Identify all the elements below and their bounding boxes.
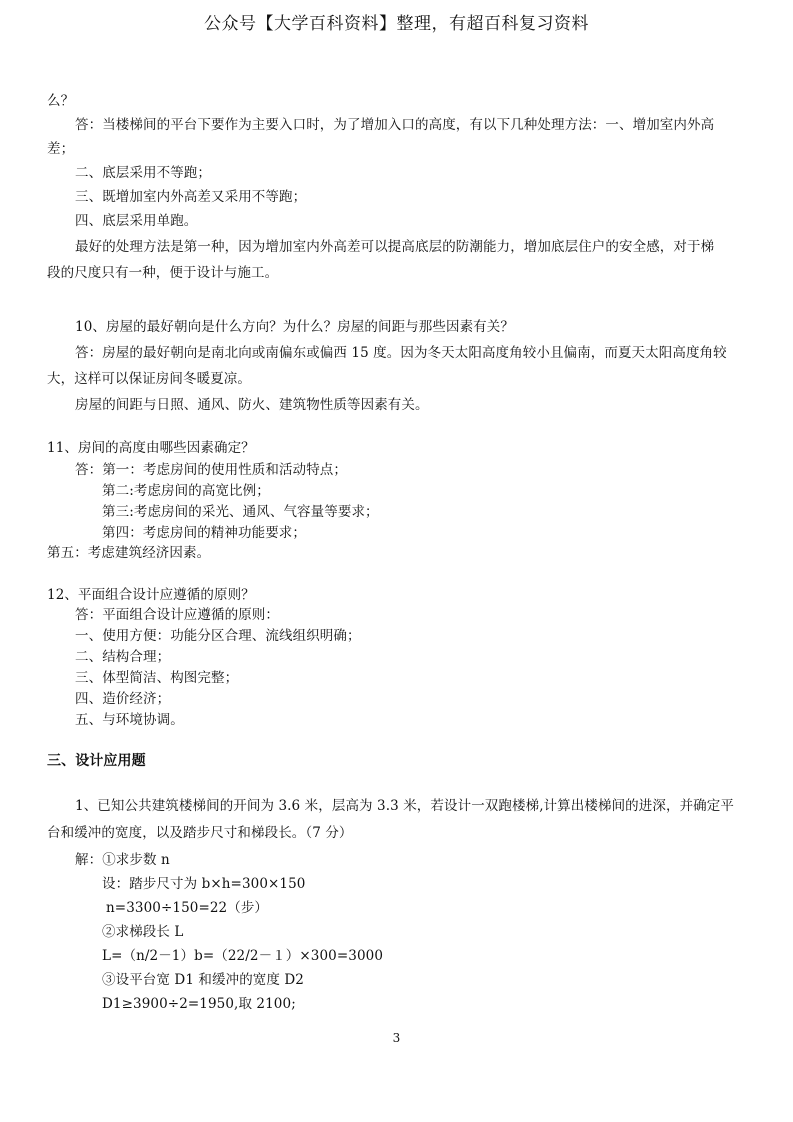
text-line: 最好的处理方法是第一种，因为增加室内外高差可以提高底层的防潮能力，增加底层住户的安全感，对于梯 bbox=[75, 239, 715, 255]
page-header: 公众号【大学百科资料】整理，有超百科复习资料 bbox=[204, 14, 589, 34]
text-line: 答：第一：考虑房间的使用性质和活动特点； bbox=[75, 462, 347, 478]
text-line: ③设平台宽 D1 和缓冲的宽度 D2 bbox=[102, 972, 304, 988]
text-line: 第五：考虑建筑经济因素。 bbox=[47, 545, 211, 561]
text-line: 设：踏步尺寸为 b×h=300×150 bbox=[102, 876, 306, 892]
question-10: 10、房屋的最好朝向是什么方向？为什么？房屋的间距与那些因素有关？ bbox=[75, 319, 514, 335]
text-line: L=（n/2－1）b=（22/2－１）×300=3000 bbox=[102, 948, 384, 964]
text-line: 三、体型简洁、构图完整； bbox=[75, 670, 239, 686]
text-line: 一、使用方便：功能分区合理、流线组织明确； bbox=[75, 628, 361, 644]
text-line: 差； bbox=[47, 141, 75, 157]
text-line: 三、既增加室内外高差又采用不等跑； bbox=[75, 189, 307, 205]
text-line: 第二:考虑房间的高宽比例； bbox=[102, 483, 270, 499]
text-line: 台和缓冲的宽度，以及踏步尺寸和梯段长。（7 分） bbox=[47, 825, 353, 841]
text-line: ②求梯段长 L bbox=[102, 924, 184, 940]
text-line: 答：平面组合设计应遵循的原则： bbox=[75, 607, 279, 623]
text-line: 房屋的间距与日照、通风、防火、建筑物性质等因素有关。 bbox=[75, 397, 429, 413]
question-12: 12、平面组合设计应遵循的原则？ bbox=[47, 587, 255, 603]
problem-1: 1、已知公共建筑楼梯间的开间为 3.6 米，层高为 3.3 米，若设计一双跑楼梯,计算出楼梯间的进深，并确定平 bbox=[75, 798, 734, 814]
question-11: 11、房间的高度由哪些因素确定？ bbox=[47, 440, 255, 456]
text-line: n=3300÷150=22（步） bbox=[106, 900, 269, 916]
text-line: 四、底层采用单跑。 bbox=[75, 213, 198, 229]
text-line: 第三:考虑房间的采光、通风、气容量等要求； bbox=[102, 504, 379, 520]
text-line: 第四：考虑房间的精神功能要求； bbox=[102, 525, 306, 541]
text-line: 二、底层采用不等跑； bbox=[75, 165, 211, 181]
text-line: 解：①求步数 n bbox=[75, 852, 170, 868]
text-line: 答：当楼梯间的平台下要作为主要入口时，为了增加入口的高度，有以下几种处理方法：一、增加室内外高 bbox=[75, 117, 715, 133]
text-line: 么？ bbox=[47, 93, 75, 109]
text-line: D1≥3900÷2=1950,取 2100; bbox=[102, 996, 296, 1012]
text-line: 大，这样可以保证房间冬暖夏凉。 bbox=[47, 371, 251, 387]
text-line: 五、与环境协调。 bbox=[75, 712, 184, 728]
text-line: 四、造价经济； bbox=[75, 691, 171, 707]
section-heading: 三、设计应用题 bbox=[47, 753, 146, 769]
text-line: 段的尺度只有一种，便于设计与施工。 bbox=[47, 265, 279, 281]
page-number: 3 bbox=[392, 1031, 401, 1045]
text-line: 二、结构合理； bbox=[75, 649, 171, 665]
text-line: 答：房屋的最好朝向是南北向或南偏东或偏西 15 度。因为冬天太阳高度角较小且偏南，而夏天太阳高度角较 bbox=[75, 345, 727, 361]
